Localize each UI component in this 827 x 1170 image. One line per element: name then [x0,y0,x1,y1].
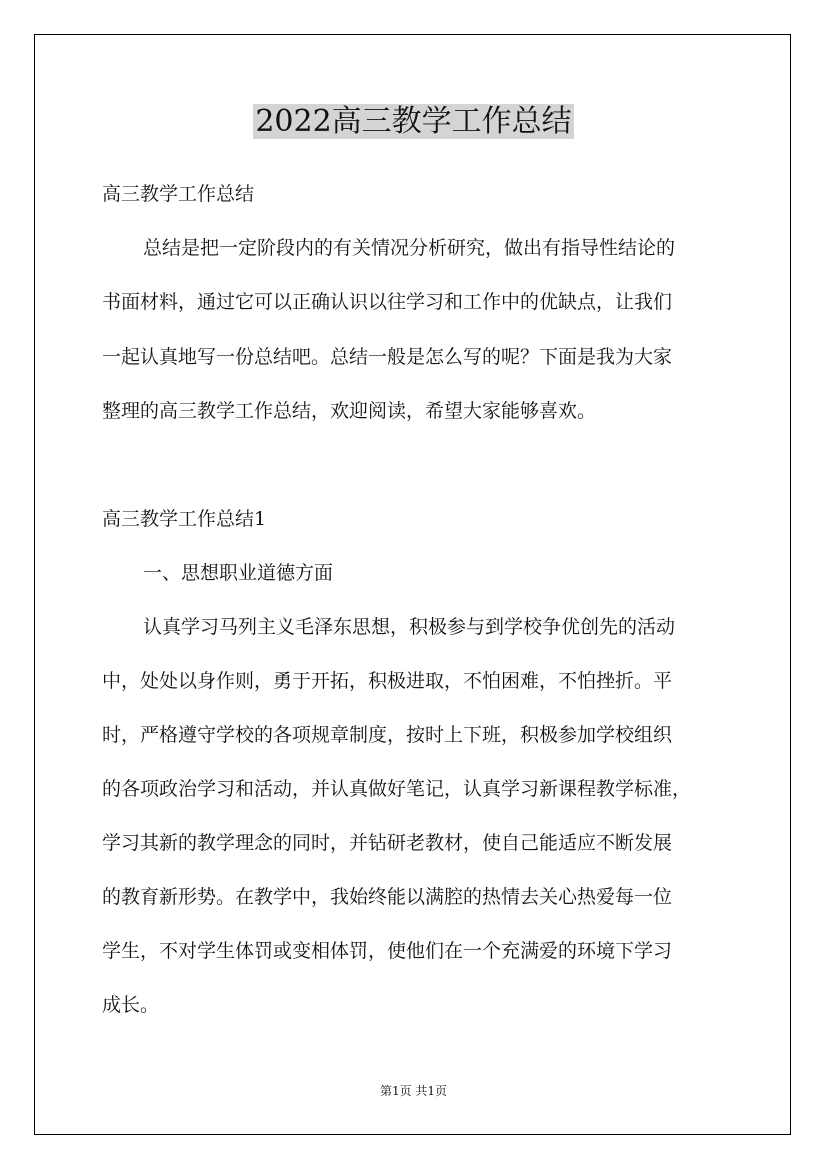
body-line: 中，处处以身作则，勇于开拓，积极进取，不怕困难，不怕挫折。平 [102,670,673,692]
document-title-text: 2022高三教学工作总结 [255,104,572,139]
section-heading: 高三教学工作总结1 [102,508,267,530]
body-line: 学习其新的教学理念的同时，并钻研老教材，使自己能适应不断发展 [102,832,673,854]
intro-line: 书面材料，通过它可以正确认识以往学习和工作中的优缺点，让我们 [102,291,673,313]
intro-line: 总结是把一定阶段内的有关情况分析研究，做出有指导性结论的 [143,237,676,259]
subsection-heading: 一、思想职业道德方面 [143,562,334,584]
body-line: 认真学习马列主义毛泽东思想，积极参与到学校争优创先的活动 [143,616,676,638]
document-title [0,100,827,144]
intro-line: 一起认真地写一份总结吧。总结一般是怎么写的呢？下面是我为大家 [102,346,673,368]
intro-line: 整理的高三教学工作总结，欢迎阅读，希望大家能够喜欢。 [102,400,597,422]
body-line: 成长。 [102,994,160,1016]
body-line: 的教育新形势。在教学中，我始终能以满腔的热情去关心热爱每一位 [102,886,673,908]
body-line: 学生，不对学生体罚或变相体罚，使他们在一个充满爱的环境下学习 [102,940,673,962]
body-line: 时，严格遵守学校的各项规章制度，按时上下班，积极参加学校组织 [102,724,673,746]
body-line: 的各项政治学习和活动，并认真做好笔记，认真学习新课程教学标准， [102,778,692,800]
page-footer: 第1页 共1页 [379,1084,448,1098]
document-subtitle: 高三教学工作总结 [102,183,255,205]
